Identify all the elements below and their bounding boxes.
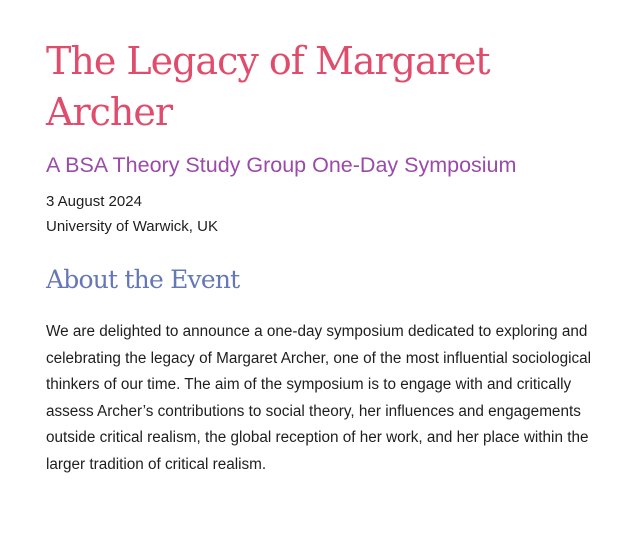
event-location: University of Warwick, UK bbox=[46, 218, 218, 235]
about-heading: About the Event bbox=[46, 265, 240, 294]
event-meta bbox=[46, 189, 602, 239]
event-subtitle: A BSA Theory Study Group One-Day Symposium bbox=[46, 153, 517, 177]
about-paragraph: We are delighted to announce a one-day symposium dedicated to exploring and celebrating the legacy of Margaret Archer, one of the most influential sociological thinkers of our time. The aim of the symposium is to engage with and critically assess Archer’s contributions to social theory, her influences and engagements outside critical realism, the global reception of her work, and her place within the larger tradition of critical realism. bbox=[46, 323, 592, 473]
event-page bbox=[46, 36, 602, 478]
page-title: The Legacy of Margaret Archer bbox=[46, 39, 490, 134]
event-date: 3 August 2024 bbox=[46, 193, 142, 210]
